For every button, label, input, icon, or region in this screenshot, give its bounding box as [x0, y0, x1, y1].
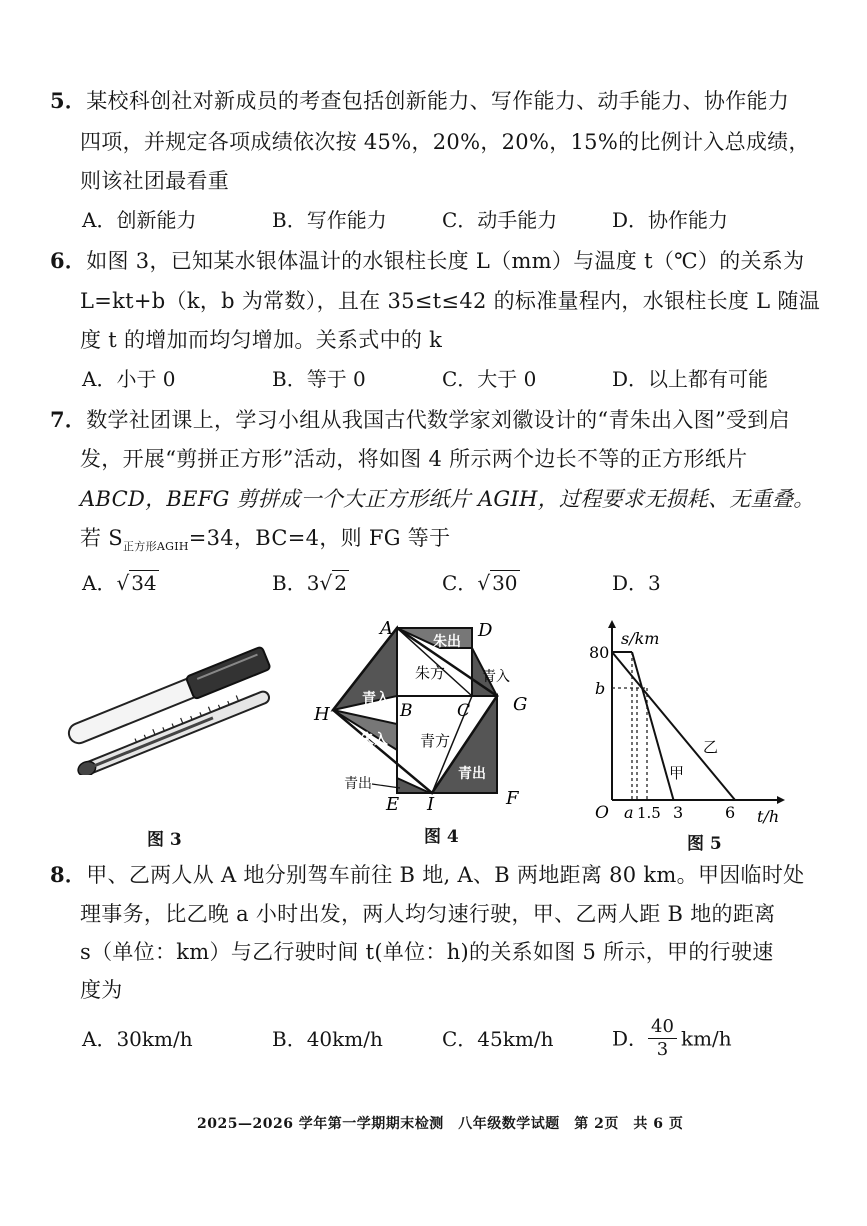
- q6-option-b: B．等于 0: [272, 367, 366, 391]
- x-tick-6: 6: [725, 803, 736, 822]
- q5-number: 5．: [50, 88, 87, 113]
- q8-line-1: 8．甲、乙两人从 A 地分别驾车前往 B 地, A、B 两地距离 80 km。甲因临时处: [50, 862, 805, 887]
- label-zhuru: 朱入: [360, 732, 388, 748]
- q5-option-c: C．动手能力: [442, 208, 558, 232]
- q6-line-1: 6．如图 3，已知某水银体温计的水银柱长度 L（mm）与温度 t（℃）的关系为: [50, 248, 805, 273]
- y-tick-b: b: [595, 679, 606, 698]
- q5-option-a: A．创新能力: [82, 208, 197, 232]
- origin-label: O: [595, 803, 609, 823]
- q5-line-3: 则该社团最看重: [80, 169, 230, 193]
- figure-5-chart: [585, 618, 785, 828]
- page-footer: 2025—2026 学年第一学期期末检测 八年级数学试题 第 2页 共 6 页: [197, 1116, 684, 1132]
- q6-line-3: 度 t 的增加而均匀增加。关系式中的 k: [80, 328, 443, 352]
- label-C: C: [457, 701, 471, 721]
- label-qingru-right: 青入: [482, 669, 510, 685]
- series-label-jia: 甲: [669, 764, 685, 782]
- q7-option-c: C．√ 30: [442, 571, 518, 595]
- q6-number: 6．: [50, 248, 87, 273]
- q6-option-d: D．以上都有可能: [612, 367, 769, 391]
- q7-line-1: 7．数学社团课上，学习小组从我国古代数学家刘徽设计的“青朱出入图”受到启: [50, 407, 790, 432]
- thermometer-case-cap: [186, 646, 271, 699]
- q7-line-3: ABCD，BEFG 剪拼成一个大正方形纸片 AGIH，过程要求无损耗、无重叠。: [80, 487, 815, 511]
- figure-5-caption: 图 5: [687, 834, 722, 854]
- q8-line-4: 度为: [80, 978, 123, 1002]
- q8-option-b: B．40km/h: [272, 1027, 383, 1051]
- figure-4-dissection: [310, 618, 540, 818]
- label-F: F: [506, 788, 519, 809]
- label-H: H: [314, 704, 330, 725]
- q5-option-d: D．协作能力: [612, 208, 729, 232]
- q7-number: 7．: [50, 407, 87, 432]
- label-qingru-left: 青入: [362, 691, 390, 707]
- q8-option-c: C．45km/h: [442, 1027, 554, 1051]
- label-qingchu-left: 青出: [344, 776, 372, 792]
- q8-line-3: s（单位：km）与乙行驶时间 t(单位：h)的关系如图 5 所示，甲的行驶速: [80, 940, 774, 964]
- x-axis-label: t/h: [757, 807, 780, 826]
- q7-line-4: 若 $S_{正方形AGIH}=34$，BC=4，则 FG 等于: [80, 526, 451, 554]
- figure-3-thermometer: [55, 635, 285, 775]
- series-label-yi: 乙: [703, 738, 719, 756]
- label-I: I: [427, 794, 435, 815]
- q7-option-d: D．3: [612, 571, 661, 595]
- q5-line-2: 四项，并规定各项成绩依次按 45%，20%，20%，15%的比例计入总成绩，: [80, 130, 810, 154]
- x-tick-3: 3: [673, 803, 684, 822]
- figure-4-caption: 图 4: [424, 827, 459, 847]
- q5-option-b: B．写作能力: [272, 208, 387, 232]
- q6-option-c: C．大于 0: [442, 367, 537, 391]
- q5-line-1: 5．某校科创社对新成员的考查包括创新能力、写作能力、动手能力、协作能力: [50, 88, 790, 113]
- q8-option-d: D． $\frac{40}{3}$ km/h: [612, 1016, 732, 1060]
- series-line-jia: [632, 652, 674, 800]
- q8-line-2: 理事务，比乙晚 a 小时出发，两人均匀速行驶，甲、乙两人距 B 地的距离: [80, 902, 776, 926]
- q7-line-2: 发，开展“剪拼正方形”活动，将如图 4 所示两个边长不等的正方形纸片: [80, 447, 748, 471]
- label-D: D: [478, 620, 493, 641]
- label-zhuchu: 朱出: [433, 634, 461, 650]
- label-G: G: [513, 694, 528, 715]
- q7-option-a: A．√ 34: [82, 571, 157, 595]
- label-B: B: [400, 701, 413, 721]
- x-tick-a: a: [624, 803, 634, 822]
- label-qingfang: 青方: [420, 732, 451, 750]
- q8-option-a: A．30km/h: [82, 1027, 193, 1051]
- y-tick-80: 80: [589, 643, 610, 662]
- label-A: A: [380, 618, 393, 639]
- label-zhufang: 朱方: [415, 664, 446, 682]
- label-qingchu-right: 青出: [458, 766, 486, 782]
- q8-number: 8．: [50, 862, 87, 887]
- label-E: E: [386, 794, 400, 815]
- x-tick-1-5: 1.5: [637, 804, 661, 822]
- q6-option-a: A．小于 0: [82, 367, 176, 391]
- figure-3-caption: 图 3: [147, 830, 182, 850]
- q6-line-2: L=kt+b（k，b 为常数），且在 35≤t≤42 的标准量程内，水银柱长度 L 随温: [80, 289, 821, 313]
- y-axis-label: s/km: [621, 629, 660, 648]
- qingchu-small-triangle: [397, 778, 430, 793]
- q7-option-b: B．3√ 2: [272, 571, 347, 595]
